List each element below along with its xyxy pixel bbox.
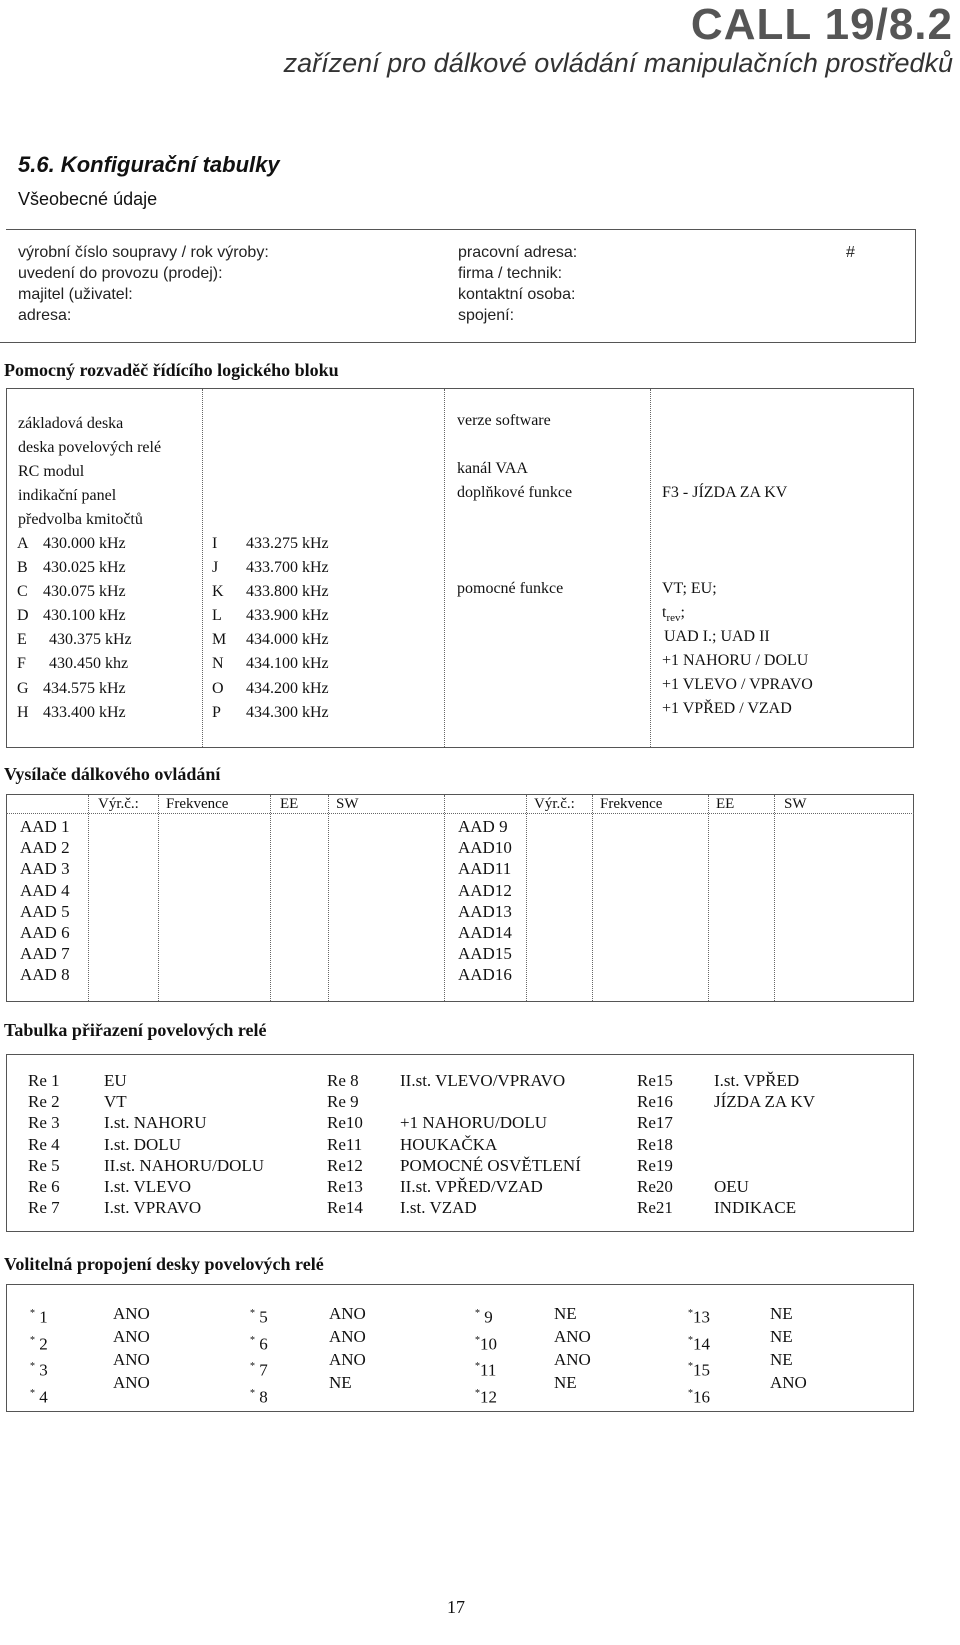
relay-col-func bbox=[714, 1070, 815, 1218]
table-cell: VT bbox=[104, 1092, 127, 1112]
table-cell: II.st. NAHORU/DOLU bbox=[104, 1155, 265, 1175]
table-cell: Re20 bbox=[637, 1177, 673, 1197]
table-cell: Re16 bbox=[637, 1092, 673, 1112]
table-cell: II.st. VPŘED/VZAD bbox=[400, 1177, 543, 1196]
page-number: 17 bbox=[447, 1597, 465, 1617]
link-value: ANO bbox=[554, 1350, 591, 1369]
aux-value-updown: +1 NAHORU / DOLU bbox=[662, 652, 809, 669]
freq-row: E 430.375 kHz bbox=[17, 631, 132, 649]
component-base-board: základová deska bbox=[18, 415, 124, 432]
freq-row: N 434.100 kHz bbox=[212, 655, 329, 673]
table-cell: Re18 bbox=[637, 1134, 673, 1154]
freq-row: G 434.575 kHz bbox=[17, 679, 126, 697]
list-item: AAD 9 bbox=[458, 817, 508, 836]
table-cell: EU bbox=[104, 1071, 127, 1090]
list-item: AAD 2 bbox=[20, 838, 70, 858]
field-serial: výrobní číslo soupravy / rok výroby: bbox=[18, 244, 269, 261]
list-item: AAD 7 bbox=[20, 944, 70, 964]
extra-functions-value: F3 - JÍZDA ZA KV bbox=[662, 484, 788, 501]
logic-divider-2 bbox=[444, 389, 445, 747]
section-title: 5.6. Konfigurační tabulky bbox=[18, 152, 280, 177]
link-value: NE bbox=[329, 1373, 352, 1392]
hash-mark: # bbox=[846, 244, 855, 261]
tx-divider bbox=[708, 795, 709, 1001]
table-cell: Re14 bbox=[327, 1198, 363, 1218]
link-value: ANO bbox=[113, 1304, 150, 1323]
tx-divider bbox=[774, 795, 775, 1001]
link-value: ANO bbox=[329, 1327, 366, 1346]
table-cell: Re 9 bbox=[327, 1092, 359, 1112]
tx-divider bbox=[270, 795, 271, 1001]
tx-divider bbox=[526, 795, 527, 1001]
table-cell: Re 7 bbox=[28, 1198, 60, 1218]
freq-row: P 434.300 kHz bbox=[212, 703, 329, 721]
table-cell: HOUKAČKA bbox=[400, 1134, 498, 1154]
relays-heading: Tabulka přiřazení povelových relé bbox=[4, 1020, 267, 1040]
field-company: firma / technik: bbox=[458, 265, 563, 282]
list-item: AAD15 bbox=[458, 944, 512, 964]
tx-divider bbox=[592, 795, 593, 1001]
link-row: *14 bbox=[688, 1334, 710, 1354]
transmitter-list-left bbox=[20, 816, 70, 986]
logic-divider-3 bbox=[650, 389, 651, 747]
component-rc-module: RC modul bbox=[18, 463, 85, 480]
freq-row: K 433.800 kHz bbox=[212, 583, 329, 601]
field-commissioning: uvedení do provozu (prodej): bbox=[18, 265, 223, 282]
table-cell: Re11 bbox=[327, 1134, 363, 1154]
table-cell: Re 4 bbox=[28, 1134, 60, 1154]
transmitter-list-right bbox=[458, 816, 512, 986]
general-heading: Všeobecné údaje bbox=[18, 189, 158, 209]
tx-divider bbox=[328, 795, 329, 1001]
general-top-rule bbox=[6, 229, 916, 230]
link-value: NE bbox=[770, 1350, 793, 1369]
table-cell: +1 NAHORU/DOLU bbox=[400, 1113, 547, 1133]
freq-row: J 433.700 kHz bbox=[212, 559, 329, 577]
link-group-2 bbox=[250, 1302, 268, 1409]
link-row: * 1 bbox=[30, 1307, 48, 1327]
brand-subtitle: zařízení pro dálkové ovládání manipulačních prostředků bbox=[283, 48, 953, 78]
link-row: * 8 bbox=[250, 1387, 268, 1407]
link-row: *10 bbox=[475, 1334, 497, 1354]
link-row: * 6 bbox=[250, 1334, 268, 1354]
tx-divider bbox=[158, 795, 159, 1001]
links-heading: Volitelná propojení desky povelových relé bbox=[4, 1254, 324, 1274]
link-value: ANO bbox=[770, 1373, 807, 1392]
table-cell: I.st. VPRAVO bbox=[104, 1198, 202, 1218]
table-cell bbox=[714, 1155, 815, 1176]
component-relay-board: deska povelových relé bbox=[18, 439, 162, 456]
table-cell: Re 1 bbox=[28, 1071, 60, 1090]
table-cell: I.st. NAHORU bbox=[104, 1113, 207, 1133]
list-item: AAD 6 bbox=[20, 923, 70, 943]
table-cell: I.st. VZAD bbox=[400, 1198, 477, 1218]
table-cell: Re 5 bbox=[28, 1155, 60, 1175]
link-group-1 bbox=[30, 1302, 48, 1409]
table-cell: II.st. VLEVO/VPRAVO bbox=[400, 1071, 566, 1090]
freq-row: F 430.450 khz bbox=[17, 655, 129, 673]
component-indicator-panel: indikační panel bbox=[18, 487, 117, 504]
aux-value-trev: $t_{rev}$; bbox=[662, 604, 685, 625]
table-cell: Re 2 bbox=[28, 1092, 60, 1112]
link-values-3 bbox=[554, 1302, 591, 1394]
freq-row: O 434.200 kHz bbox=[212, 679, 329, 697]
link-values-1 bbox=[113, 1302, 150, 1394]
col-ee: EE bbox=[716, 796, 735, 812]
logic-component-list bbox=[18, 412, 161, 532]
relay-col-re bbox=[327, 1070, 363, 1218]
logic-heading: Pomocný rozvaděč řídícího logického bloku bbox=[4, 360, 339, 380]
list-item: AAD 3 bbox=[20, 859, 70, 879]
transmitters-header-rule bbox=[6, 813, 914, 814]
list-item: AAD12 bbox=[458, 880, 512, 900]
table-cell bbox=[714, 1134, 815, 1155]
col-frequency: Frekvence bbox=[166, 796, 229, 812]
component-freq-preselect: předvolba kmitočtů bbox=[18, 511, 143, 528]
link-value: ANO bbox=[113, 1373, 150, 1392]
freq-list-left bbox=[17, 532, 132, 725]
link-row: *12 bbox=[475, 1387, 497, 1407]
list-item: AAD16 bbox=[458, 965, 512, 985]
link-value: NE bbox=[554, 1373, 577, 1392]
link-values-2 bbox=[329, 1302, 366, 1394]
link-value: ANO bbox=[113, 1327, 150, 1346]
freq-row: C 430.075 kHz bbox=[17, 583, 126, 601]
aux-functions-label: pomocné funkce bbox=[457, 580, 564, 597]
table-cell: Re 8 bbox=[327, 1071, 359, 1090]
brand-title: CALL 19/8.2 bbox=[690, 0, 953, 49]
link-row: *15 bbox=[688, 1360, 710, 1380]
link-row: * 7 bbox=[250, 1360, 268, 1380]
vaa-channel-label: kanál VAA bbox=[457, 460, 528, 477]
list-item: AAD13 bbox=[458, 901, 512, 921]
table-cell: Re13 bbox=[327, 1177, 363, 1197]
link-value: ANO bbox=[329, 1304, 366, 1323]
col-ee: EE bbox=[280, 796, 299, 812]
relay-col-func bbox=[400, 1070, 581, 1218]
freq-list-right bbox=[212, 532, 329, 725]
link-row: *11 bbox=[475, 1360, 497, 1380]
aux-value-leftright: +1 VLEVO / VPRAVO bbox=[662, 676, 813, 693]
link-row: *13 bbox=[688, 1307, 710, 1327]
freq-row: A 430.000 kHz bbox=[17, 535, 126, 552]
general-left-fields bbox=[18, 242, 269, 326]
aux-value-fwdback: +1 VPŘED / VZAD bbox=[662, 700, 792, 717]
field-owner: majitel (uživatel: bbox=[18, 286, 133, 303]
table-cell: OEU bbox=[714, 1176, 749, 1196]
table-cell: POMOCNÉ OSVĚTLENÍ bbox=[400, 1155, 581, 1175]
table-cell: JÍZDA ZA KV bbox=[714, 1092, 816, 1112]
table-cell: INDIKACE bbox=[714, 1198, 797, 1218]
table-cell: Re12 bbox=[327, 1155, 363, 1175]
table-cell: I.st. VLEVO bbox=[104, 1177, 192, 1197]
col-sw: SW bbox=[784, 796, 807, 812]
list-item: AAD 5 bbox=[20, 901, 70, 921]
table-cell: Re17 bbox=[637, 1113, 673, 1133]
freq-row: L 433.900 kHz bbox=[212, 607, 329, 625]
general-right-fields bbox=[458, 242, 577, 326]
link-value: NE bbox=[770, 1327, 793, 1346]
table-cell: Re 6 bbox=[28, 1177, 60, 1197]
field-connection: spojení: bbox=[458, 307, 515, 324]
extra-functions-label: doplňkové funkce bbox=[457, 484, 573, 501]
general-bottom-rule bbox=[0, 342, 916, 343]
link-row: * 3 bbox=[30, 1360, 48, 1380]
field-address: adresa: bbox=[18, 307, 72, 324]
tx-divider bbox=[88, 795, 89, 1001]
software-version-label: verze software bbox=[457, 412, 551, 429]
col-serial: Výr.č.: bbox=[534, 796, 575, 812]
aux-value-vt-eu: VT; EU; bbox=[662, 580, 717, 597]
link-group-4 bbox=[688, 1302, 710, 1409]
col-sw: SW bbox=[336, 796, 359, 812]
relay-col-re bbox=[28, 1070, 60, 1218]
link-group-3 bbox=[475, 1302, 497, 1409]
link-row: * 9 bbox=[475, 1307, 493, 1327]
col-serial: Výr.č.: bbox=[98, 796, 139, 812]
freq-row: H 433.400 kHz bbox=[17, 703, 126, 721]
field-work-address: pracovní adresa: bbox=[458, 244, 578, 261]
tx-divider bbox=[444, 795, 445, 1001]
link-value: NE bbox=[554, 1304, 577, 1323]
table-cell: Re15 bbox=[637, 1071, 673, 1090]
table-cell: Re10 bbox=[327, 1113, 363, 1133]
table-cell: Re21 bbox=[637, 1198, 673, 1218]
link-value: ANO bbox=[554, 1327, 591, 1346]
relay-col-re bbox=[637, 1070, 673, 1218]
table-cell bbox=[400, 1091, 581, 1112]
table-cell: Re19 bbox=[637, 1155, 673, 1175]
table-cell: I.st. VPŘED bbox=[714, 1071, 800, 1090]
list-item: AAD 1 bbox=[20, 817, 70, 836]
link-row: * 5 bbox=[250, 1307, 268, 1327]
freq-row: M 434.000 kHz bbox=[212, 631, 329, 649]
freq-row: B 430.025 kHz bbox=[17, 559, 126, 577]
list-item: AAD 4 bbox=[20, 880, 70, 900]
link-value: ANO bbox=[329, 1350, 366, 1369]
list-item: AAD 8 bbox=[20, 965, 70, 985]
link-value: ANO bbox=[113, 1350, 150, 1369]
transmitters-heading: Vysílače dálkového ovládání bbox=[4, 764, 221, 784]
link-row: * 4 bbox=[30, 1387, 48, 1407]
table-cell bbox=[714, 1112, 815, 1133]
link-row: *16 bbox=[688, 1387, 710, 1407]
freq-row: I 433.275 kHz bbox=[212, 535, 329, 552]
list-item: AAD11 bbox=[458, 859, 512, 879]
relay-col-func bbox=[104, 1070, 264, 1218]
freq-row: D 430.100 kHz bbox=[17, 607, 126, 625]
logic-divider-1 bbox=[202, 389, 203, 747]
col-frequency: Frekvence bbox=[600, 796, 663, 812]
table-cell: I.st. DOLU bbox=[104, 1134, 181, 1154]
list-item: AAD10 bbox=[458, 838, 512, 858]
aux-value-uad: UAD I.; UAD II bbox=[664, 628, 770, 645]
list-item: AAD14 bbox=[458, 923, 512, 943]
link-row: * 2 bbox=[30, 1334, 48, 1354]
field-contact: kontaktní osoba: bbox=[458, 286, 576, 303]
table-cell: Re 3 bbox=[28, 1113, 60, 1133]
link-value: NE bbox=[770, 1304, 793, 1323]
link-values-4 bbox=[770, 1302, 807, 1394]
